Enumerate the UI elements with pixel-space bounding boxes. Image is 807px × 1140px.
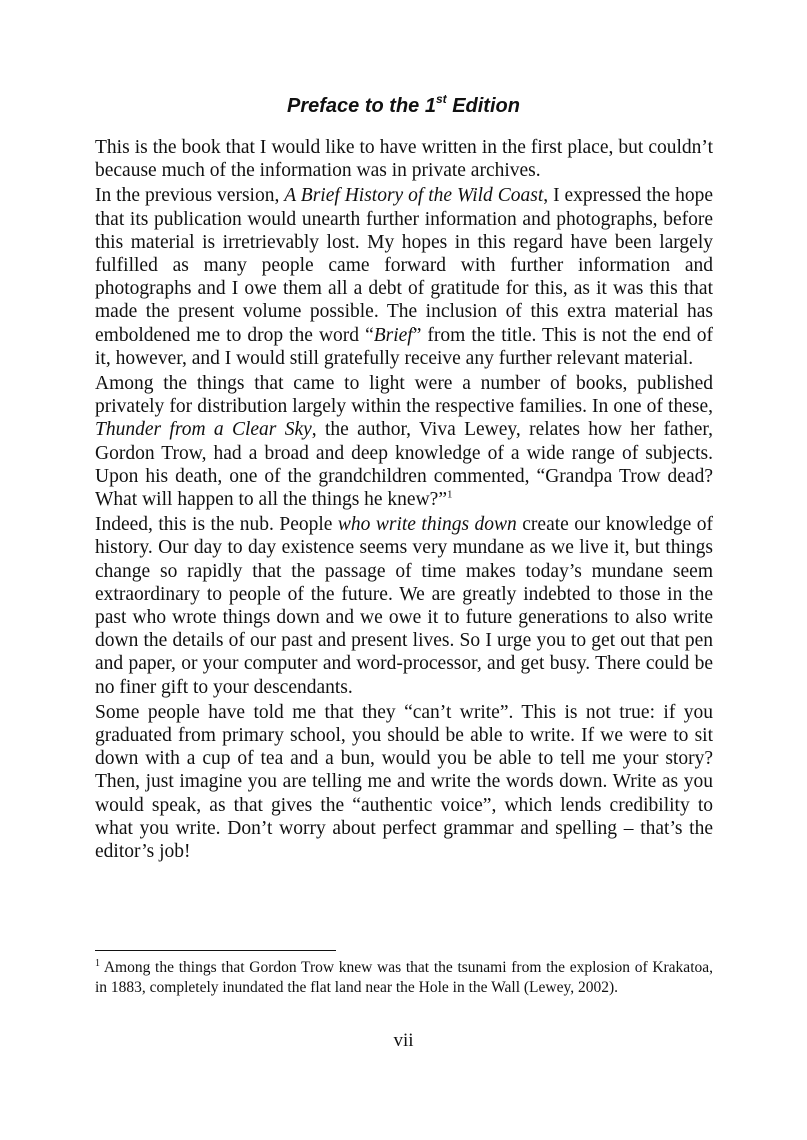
paragraph-3-text-c: , the author, Viva Lewey, relates how her father, Gordon Trow, had a broad and deep knowledge of a wide range of subjects. Upon his death, one of the grandchildren commented, “Grandpa Trow dead? What will happen to all the things he knew?”	[95, 419, 713, 511]
footnote	[95, 958, 713, 998]
footnote-text: Among the things that Gordon Trow knew was that the tsunami from the explosion of Krakatoa, in 1883, completely inundated the flat land near the Hole in the Wall (Lewey, 2002).	[95, 959, 713, 996]
paragraph-2	[95, 184, 713, 370]
paragraph-4	[95, 513, 713, 699]
paragraph-2-text-e: ” from the title. This is not the end of it, however, and I would still gratefully receive any further relevant material.	[95, 324, 713, 369]
emphasis-write-things-down: who write things down	[337, 514, 517, 536]
footnote-marker: 1	[95, 957, 100, 969]
paragraph-4-text-c: create our knowledge of history. Our day to day existence seems very mundane as we live it, but things change so rapidly that the passage of time makes today’s mundane seem extraordinary to people of the future. We are greatly indebted to those in the past who wrote things down and we owe it to future generations to also write down the details of our past and present lives. So I urge you to get out that pen and paper, or your computer and word-processor, and get busy. There could be no finer gift to your descendants.	[95, 514, 713, 698]
footnote-reference: 1	[446, 488, 453, 501]
paragraph-3	[95, 372, 713, 511]
book-title-brief-history: A Brief History of the Wild Coast	[284, 185, 544, 207]
paragraph-5-text: Some people have told me that they “can’t write”. This is not true: if you graduated from primary school, you should be able to write. If we were to sit down with a cup of tea and a bun, would you be able to tell me your story? Then, just imagine you are telling me and write the words down. Write as you would speak, as that gives the “authentic voice”, which lends credibility to what you write. Don’t worry about perfect grammar and spelling – that’s the editor’s job!	[95, 701, 713, 863]
paragraph-2-text-c: , I expressed the hope that its publication would unearth further information and photographs, before this material is irretrievably lost. My hopes in this regard have been largely fulfilled as many people came forward with further information and photographs and I owe them all a debt of gratitude for this, as it was this that made the present volume possible. The inclusion of this extra material has emboldened me to drop the word “	[95, 185, 714, 346]
paragraph-1-text: This is the book that I would like to have written in the first place, but couldn’t because much of the information was in private archives.	[95, 137, 713, 182]
page-title-superscript: st	[435, 92, 447, 107]
footnote-divider	[95, 950, 336, 951]
page-number: vii	[393, 1030, 414, 1051]
paragraph-1	[95, 136, 713, 182]
word-brief: Brief	[373, 324, 413, 346]
body-text	[95, 136, 713, 865]
paragraph-2-text-a: In the previous version,	[95, 185, 285, 207]
page-title-suffix: Edition	[446, 95, 520, 117]
paragraph-3-text-a: Among the things that came to light were a number of books, published privately for distribution largely within the respective families. In one of these,	[95, 373, 713, 418]
page-title	[0, 92, 807, 120]
book-title-thunder: Thunder from a Clear Sky	[95, 419, 312, 441]
paragraph-5	[95, 701, 713, 863]
paragraph-4-text-a: Indeed, this is the nub. People	[95, 514, 338, 536]
page-title-text: Preface to the 1	[287, 95, 436, 117]
